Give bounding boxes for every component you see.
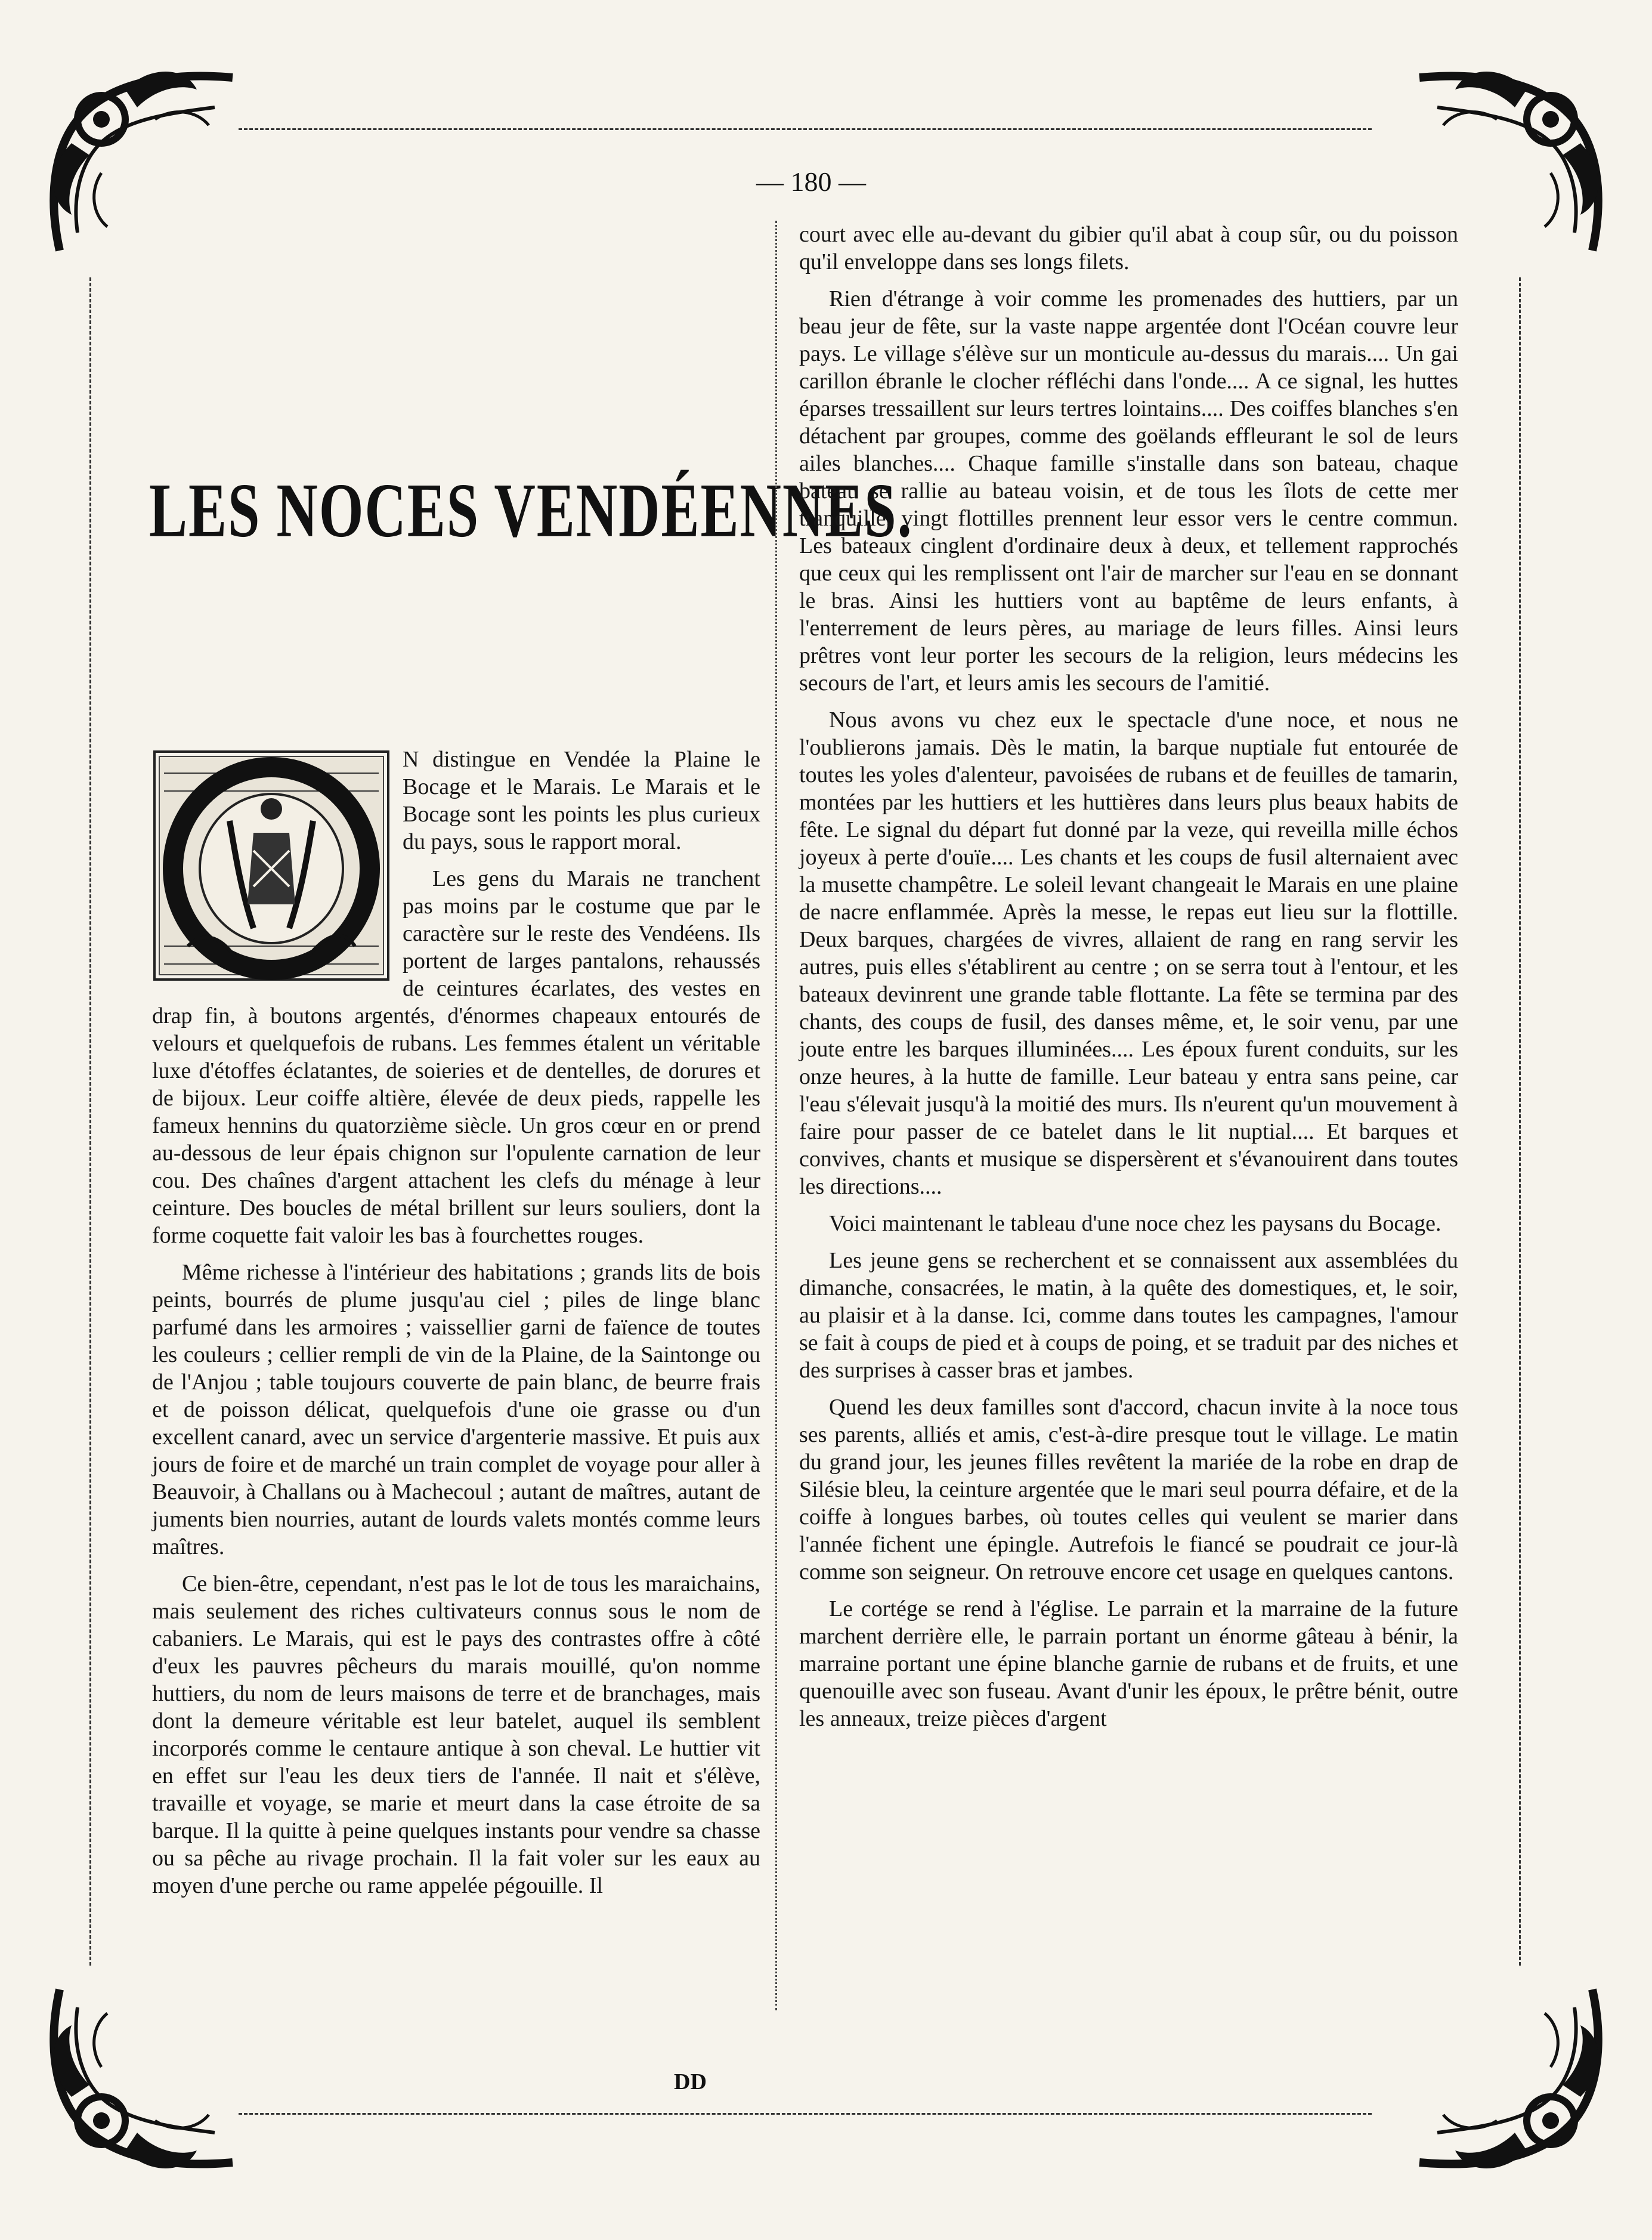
paragraph: N distingue en Vendée la Plaine le Bocage et le Marais. Le Marais et le Bocage sont les points les plus curieux du pays, sous le rapport moral.: [403, 747, 760, 854]
article-title: LES NOCES VENDÉENNES.: [149, 466, 913, 554]
ornament-corner-icon: [36, 54, 250, 268]
paragraph: Les gens du Marais ne tranchent pas moins par le costume que par le caractère sur le reste des Vendéens. Ils portent de larges pantalons, rehaussés de ceintures écarlates, des vestes en drap fin, à boutons argentés, d'énormes chapeaux entourés de velours et quelquefois de rubans. Les femmes étalent un véritable luxe d'étoffes éclatantes, de soieries et de dentelles, de dorures et de bijoux. Leur coiffe altière, élevée de deux pieds, rappelle les fameux hennins du quatorzième siècle. Un gros cœur en or prend au-dessous de leur épais chignon sur l'opulente carnation de leur cou. Des chaînes d'argent attachent les clefs du ménage à leur ceinture. Des boucles de métal brillent sur leurs souliers, dont la forme coquette fait valoir les bas à fourchettes rouges.: [152, 866, 760, 1248]
frame-top-border: [239, 128, 1372, 130]
page-number: — 180 —: [756, 166, 866, 197]
paragraph: Quend les deux familles sont d'accord, chacun invite à la noce tous ses parents, alliés et amis, c'est-à-dire presque tout le village. Le matin du grand jour, les jeunes filles revêtent la mariée de la robe en drap de Silésie bleu, la ceinture argentée que le mari seul pourra défaire, et de la coiffe à longues barbes, où toutes celles qui veulent se marier dans l'année fichent une épingle. Autrefois le fiancé se poudrait ce jour-là comme son seigneur. On retrouve encore cet usage en quelques cantons.: [799, 1395, 1458, 1584]
decorated-initial-o-icon: [152, 749, 391, 982]
frame-left-border: [89, 277, 91, 1966]
frame-bottom-border: [239, 2113, 1372, 2115]
paragraph: Voici maintenant le tableau d'une noce chez les paysans du Bocage.: [829, 1211, 1441, 1236]
signature-mark: DD: [674, 2069, 707, 2094]
frame-right-border: [1519, 277, 1521, 1966]
column-divider: [775, 221, 779, 2010]
left-column: [152, 746, 760, 1909]
ornament-corner-icon: [1402, 1972, 1616, 2186]
paragraph: Nous avons vu chez eux le spectacle d'une noce, et nous ne l'oublierons jamais. Dès le matin, la barque nuptiale fut entourée de toutes les yoles d'alenteur, pavoisées de rubans et de feuilles de tamarin, montées par les huttiers et les huttières dans leurs plus beaux habits de fête. Le signal du départ fut donné par la veze, qui reveilla mille échos joyeux à perte d'ouïe.... Les chants et les coups de fusil alternaient avec la musette champêtre. Le soleil levant changeait le Marais en une plaine de nacre enflammée. Après la messe, le repas eut lieu sur la flottille. Deux barques, chargées de vivres, allaient de rang en rang servir les autres, puis elles s'établirent au centre ; on se serra tout à l'entour, et les bateaux devinrent une grande table flottante. La fête se termina par des chants, des coups de fusil, des danses même, et, le soir venu, par une joute entre les barques illuminées.... Les époux furent conduits, sur les onze heures, à la hutte de famille. Leur bateau y entra sans peine, car l'eau s'élevait jusqu'à la moitié des murs. Ils n'eurent qu'un mouvement à faire pour passer de ce batelet dans le lit nuptial.... Et barques et convives, chants et musique se dispersèrent et s'évanouirent dans toutes les directions....: [799, 707, 1458, 1199]
ornament-corner-icon: [36, 1972, 250, 2186]
paragraph: Ce bien-être, cependant, n'est pas le lot de tous les maraichains, mais seulement des riches cultivateurs connus sous le nom de cabaniers. Le Marais, qui est le pays des contrastes offre à côté d'eux les pauvres pêcheurs du marais mouillé, qu'on nomme huttiers, du nom de leurs maisons de terre et de branchages, mais dont la demeure véritable est leur batelet, auquel ils semblent incorporés comme le centaure antique à son cheval. Le huttier vit en effet sur l'eau les deux tiers de l'année. Il nait et s'élève, travaille et voyage, se marie et meurt dans la case étroite de sa barque. Il la quitte à peine quelques instants pour vendre sa chasse ou sa pêche au rivage prochain. Il la fait voler sur les eaux au moyen d'une perche ou rame appelée pégouille. Il: [152, 1571, 760, 1898]
paragraph: Même richesse à l'intérieur des habitations ; grands lits de bois peints, bourrés de plume jusqu'au ciel ; piles de linge blanc parfumé dans les armoires ; vaissellier garni de faïence de toutes les couleurs ; cellier rempli de vin de la Plaine, de la Saintonge ou de l'Anjou ; table toujours couverte de pain blanc, de beurre frais et de poisson délicat, quelquefois d'une oie grasse ou d'un excellent canard, avec un service d'argenterie massive. Et puis aux jours de foire et de marché un train complet de voyage pour aller à Beauvoir, à Challans ou à Machecoul ; autant de maîtres, autant de juments bien nourries, autant de lourds valets montés comme leurs maîtres.: [152, 1260, 760, 1559]
paragraph: court avec elle au-devant du gibier qu'il abat à coup sûr, ou du poisson qu'il enveloppe dans ses longs filets.: [799, 222, 1458, 274]
paragraph: Le cortége se rend à l'église. Le parrain et la marraine de la future marchent derrière elle, le parrain portant un énorme gâteau à bénir, la marraine portant une épine blanche garnie de rubans et de fruits, et une quenouille avec son fuseau. Avant d'unir les époux, le prêtre bénit, outre les anneaux, treize pièces d'argent: [799, 1596, 1458, 1731]
paragraph: Rien d'étrange à voir comme les promenades des huttiers, par un beau jeur de fête, sur la vaste nappe argentée dont l'Océan couvre leur pays. Le village s'élève sur un monticule au-dessus du marais.... Un gai carillon ébranle le clocher réfléchi dans l'onde.... A ce signal, les huttes éparses tressaillent sur leurs tertres lointains.... Des coiffes blanches s'en détachent par groupes, comme des goëlands effleurant le sol de leurs ailes blanches.... Chaque famille s'installe dans son bateau, chaque bateau se rallie au bateau voisin, et de tous les îlots de cette mer tranquille, vingt flottilles prennent leur essor vers le centre commun. Les bateaux cinglent d'ordinaire deux à deux, et tellement rapprochés que ceux qui les remplissent ont l'air de marcher sur l'eau en se donnant le bras. Ainsi les huttiers vont au baptême de leurs enfants, à l'enterrement de leurs pères, au mariage de leurs filles. Ainsi leurs prêtres vont leur porter les secours de la religion, leurs médecins les secours de l'art, et leurs amis les secours de l'amitié.: [799, 286, 1458, 696]
right-column: [799, 221, 1458, 1742]
paragraph: Les jeune gens se recherchent et se connaissent aux assemblées du dimanche, consacrées, le matin, à la quête des domestiques, et, le soir, au plaisir et à la danse. Ici, comme dans toutes les campagnes, l'amour se fait à coups de pied et à coups de poing, et se traduit par des niches et des surprises à casser bras et jambes.: [799, 1248, 1458, 1383]
